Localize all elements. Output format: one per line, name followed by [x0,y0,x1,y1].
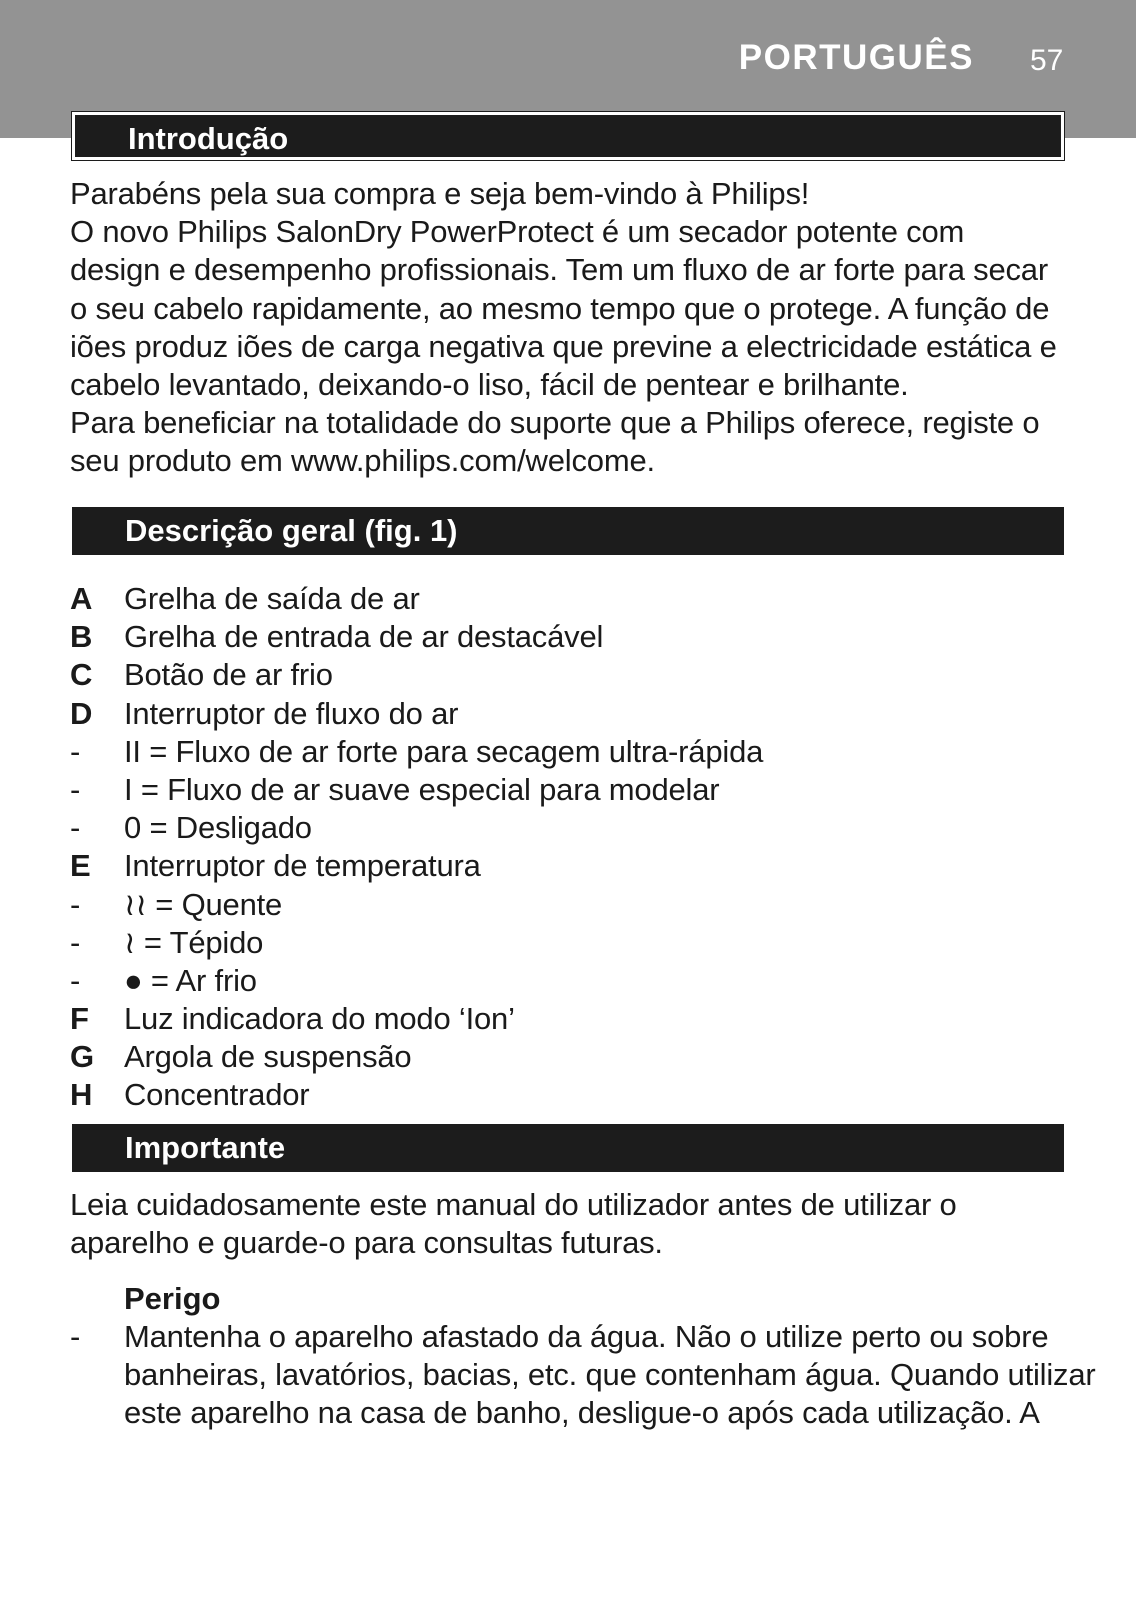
important-line: Leia cuidadosamente este manual do utilizador antes de utilizar o [70,1187,957,1222]
intro-line: O novo Philips SalonDry PowerProtect é um secador potente com [70,214,965,250]
intro-line: o seu cabelo rapidamente, ao mesmo tempo que o protege. A função de [70,290,1050,326]
list-text: ● = Ar frio [124,962,257,998]
list-item [70,962,1070,1000]
section-header-important [72,1124,1064,1172]
list-text: I = Fluxo de ar suave especial para modelar [124,771,720,807]
list-item [70,695,1070,733]
list-text: Argola de suspensão [124,1039,412,1075]
list-text: Concentrador [124,1077,310,1113]
list-marker: - [70,886,81,922]
danger-line: banheiras, lavatórios, bacias, etc. que contenham água. Quando utilizar [124,1357,1096,1393]
intro-line: cabelo levantado, deixando-o liso, fácil de pentear e brilhante. [70,366,909,402]
list-marker: - [70,733,81,769]
section-header-overview [72,507,1064,555]
list-item [70,1076,1070,1114]
list-marker: E [70,848,91,884]
list-marker: C [70,657,93,693]
list-marker: - [70,810,81,846]
list-marker: F [70,1001,89,1037]
list-marker: - [70,771,81,807]
list-item [70,733,1070,771]
parts-list [70,580,1070,1115]
intro-line: iões produz iões de carga negativa que previne a electricidade estática e [70,328,1057,364]
list-item [70,1000,1070,1038]
page-number: 57 [1030,44,1064,77]
section-title-overview: Descrição geral (fig. 1) [125,513,458,548]
list-item [70,1038,1070,1076]
list-marker: D [70,695,93,731]
list-text: ≀≀ = Quente [124,886,283,922]
danger-line: este aparelho na casa de banho, desligue-o após cada utilização. A [124,1395,1040,1431]
list-item [70,580,1070,618]
list-marker: G [70,1039,94,1075]
list-text: ≀ = Tépido [124,924,264,960]
danger-line: Mantenha o aparelho afastado da água. Não o utilize perto ou sobre [124,1319,1049,1354]
intro-paragraph [70,175,1070,481]
list-item [70,771,1070,809]
danger-text [124,1318,1096,1433]
list-item [70,847,1070,885]
danger-heading: Perigo [124,1281,221,1316]
list-item [70,618,1070,656]
list-text: II = Fluxo de ar forte para secagem ultra-rápida [124,733,764,769]
list-item [70,809,1070,847]
intro-line: seu produto em www.philips.com/welcome. [70,443,655,479]
list-marker: A [70,581,93,616]
important-line: aparelho e guarde-o para consultas futuras. [70,1225,663,1261]
intro-line: Para beneficiar na totalidade do suporte que a Philips oferece, registe o [70,405,1040,441]
list-text: Grelha de saída de ar [124,581,420,616]
intro-line: design e desempenho profissionais. Tem um fluxo de ar forte para secar [70,252,1048,288]
list-text: Botão de ar frio [124,657,333,693]
section-title-important: Importante [125,1130,286,1165]
list-item [70,924,1070,962]
list-marker: B [70,619,93,655]
section-header-intro [72,112,1064,160]
important-paragraph [70,1186,1070,1262]
section-title-intro: Introdução [128,121,289,156]
list-item [70,656,1070,694]
danger-marker: - [70,1319,81,1354]
list-text: Luz indicadora do modo ‘Ion’ [124,1001,515,1037]
list-marker: - [70,962,81,998]
list-text: Interruptor de fluxo do ar [124,695,459,731]
intro-line: Parabéns pela sua compra e seja bem-vindo à Philips! [70,176,810,211]
list-text: Interruptor de temperatura [124,848,481,884]
list-marker: - [70,924,81,960]
language-label: PORTUGUÊS [738,38,974,77]
list-text: Grelha de entrada de ar destacável [124,619,604,655]
list-marker: H [70,1077,93,1113]
list-item [70,886,1070,924]
list-text: 0 = Desligado [124,810,312,846]
